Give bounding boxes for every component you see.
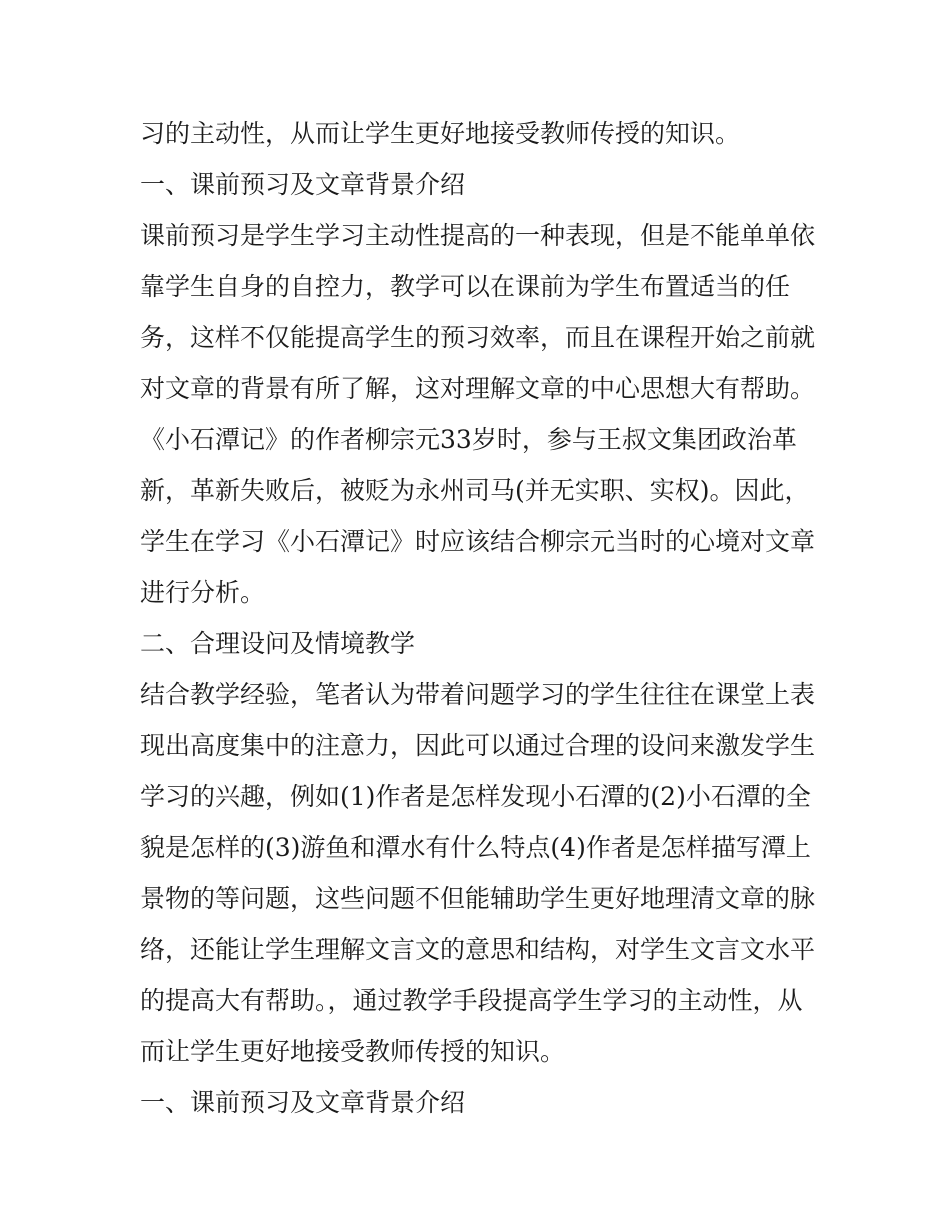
section-heading: 一、课前预习及文章背景介绍: [140, 1088, 466, 1117]
text-line: 络，还能让学生理解文言文的意思和结构，对学生文言文水平: [140, 935, 816, 964]
text-line: 的提高大有帮助。，通过教学手段提高学生学习的主动性，从: [140, 986, 803, 1015]
text-line: 务，这样不仅能提高学生的预习效率，而且在课程开始之前就: [140, 323, 816, 352]
text-line: 结合教学经验，笔者认为带着问题学习的学生往往在课堂上表: [140, 680, 816, 709]
text-line: 对文章的背景有所了解，这对理解文章的中心思想大有帮助。: [140, 374, 816, 403]
text-line: 课前预习是学生学习主动性提高的一种表现，但是不能单单依: [140, 221, 816, 250]
document-body: [140, 108, 820, 1128]
text-line: 景物的等问题，这些问题不但能辅助学生更好地理清文章的脉: [140, 884, 816, 913]
text-line: 进行分析。: [140, 578, 266, 607]
text-line: 而让学生更好地接受教师传授的知识。: [140, 1037, 566, 1066]
section-heading: 二、合理设问及情境教学: [140, 629, 416, 658]
text-line: 新，革新失败后，被贬为永州司马(并无实职、实权)。因此，: [140, 476, 810, 505]
section-heading: 一、课前预习及文章背景介绍: [140, 170, 466, 199]
text-line: 貌是怎样的(3)游鱼和潭水有什么特点(4)作者是怎样描写潭上: [140, 833, 811, 862]
text-line: 习的主动性，从而让学生更好地接受教师传授的知识。: [140, 119, 741, 148]
text-line: 现出高度集中的注意力，因此可以通过合理的设问来激发学生: [140, 731, 816, 760]
text-line: 学习的兴趣，例如(1)作者是怎样发现小石潭的(2)小石潭的全: [140, 782, 811, 811]
text-line: 学生在学习《小石潭记》时应该结合柳宗元当时的心境对文章: [140, 527, 816, 556]
text-line: 靠学生自身的自控力，教学可以在课前为学生布置适当的任: [140, 272, 791, 301]
text-line: 《小石潭记》的作者柳宗元33岁时，参与王叔文集团政治革: [140, 425, 797, 454]
